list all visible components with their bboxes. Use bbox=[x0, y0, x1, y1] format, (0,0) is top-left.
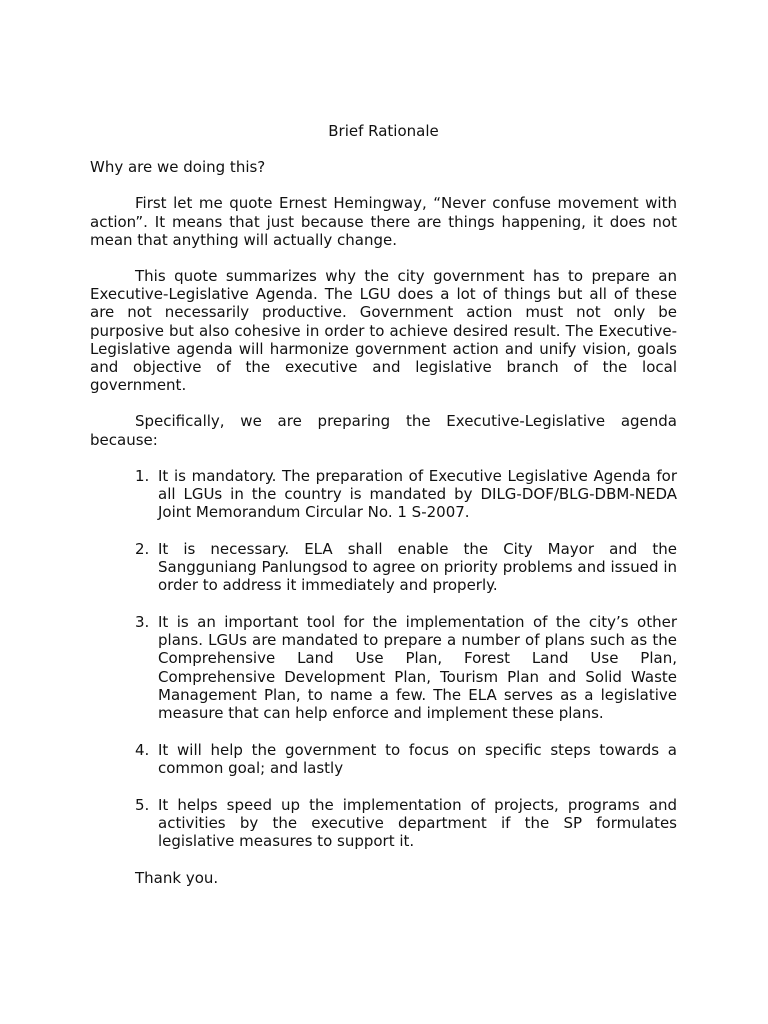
reason-number: 4. bbox=[135, 740, 150, 759]
reason-item-4 bbox=[90, 741, 677, 777]
reason-text: It is an important tool for the implementation of the city’s other plans. LGUs are mandated to prepare a number of plans such as the Comprehensive Land Use Plan, Forest Land Use Plan, Comprehensive Development Plan, Tourism Plan and Solid Waste Management Plan, to name a few. The ELA serves as a legislative measure that can help enforce and implement these plans. bbox=[158, 613, 677, 723]
paragraph-quote-summary: This quote summarizes why the city government has to prepare an Executive-Legislative Agenda. The LGU does a lot of things but all of these are not necessarily productive. Government action must not only be purposive but also cohesive in order to achieve desired result. The Executive-Legislative agenda will harmonize government action and unify vision, goals and objective of the executive and legislative branch of the local government. bbox=[90, 267, 677, 395]
reason-number: 2. bbox=[135, 539, 150, 558]
reason-number: 1. bbox=[135, 466, 150, 485]
reason-text: It is mandatory. The preparation of Executive Legislative Agenda for all LGUs in the country is mandated by DILG-DOF/BLG-DBM-NEDA Joint Memorandum Circular No. 1 S-2007. bbox=[158, 466, 677, 522]
reason-item-1 bbox=[90, 467, 677, 522]
document-title: Brief Rationale bbox=[328, 122, 439, 140]
reason-text: It is necessary. ELA shall enable the City Mayor and the Sangguniang Panlungsod to agree on priority problems and issued in order to address it immediately and properly. bbox=[158, 539, 677, 595]
reason-item-2 bbox=[90, 540, 677, 595]
opening-question: Why are we doing this? bbox=[90, 158, 266, 177]
reasons-list bbox=[90, 467, 677, 850]
reason-number: 3. bbox=[135, 613, 150, 632]
reason-item-5 bbox=[90, 796, 677, 851]
reason-number: 5. bbox=[135, 795, 150, 814]
reason-text: It will help the government to focus on specific steps towards a common goal; and lastly bbox=[158, 740, 677, 777]
paragraph-reasons-intro: Specifically, we are preparing the Executive-Legislative agenda because: bbox=[90, 412, 677, 449]
paragraph-hemingway-quote: First let me quote Ernest Hemingway, “Never confuse movement with action”. It means that just because there are things happening, it does not mean that anything will actually change. bbox=[90, 194, 677, 249]
reason-text: It helps speed up the implementation of projects, programs and activities by the executive department if the SP formulates legislative measures to support it. bbox=[158, 795, 677, 851]
document-page bbox=[90, 122, 677, 887]
reason-item-3 bbox=[90, 613, 677, 722]
closing-remark: Thank you. bbox=[135, 868, 219, 887]
